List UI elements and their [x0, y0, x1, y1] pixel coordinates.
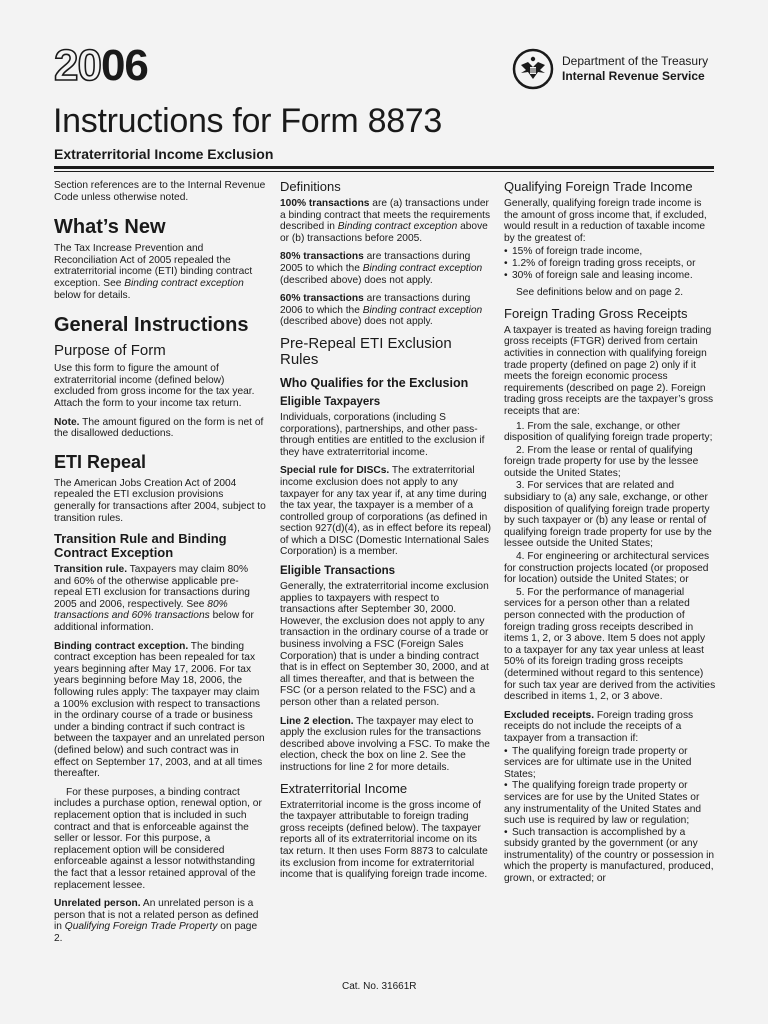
agency-department: Department of the Treasury	[562, 54, 709, 68]
eligible-transactions-text: Generally, the extraterritorial income exclusion applies to taxpayers with respect to transactions after September 30, 2000. However, the exclusion does not apply to any transaction in the ordinary course of a trade or business involving a FSC (Foreign Sales Corporation) that is under a binding contract that is in effect on September 30, 2000, and at all times thereafter, and that is between the FSC (or a person related to the FSC) and a person other than a related person.	[280, 581, 489, 708]
purpose-heading: Purpose of Form	[54, 342, 166, 360]
intro-text: Section references are to the Internal Revenue Code unless otherwise noted.	[54, 180, 266, 203]
excluded-list	[504, 746, 716, 885]
eligible-taxpayers-heading: Eligible Taxpayers	[280, 395, 381, 408]
eligible-taxpayers-text: Individuals, corporations (including S corporations), partnerships, and other pass-through entities are entitled to the exclusion if they have extraterritorial income.	[280, 411, 485, 458]
definitions-heading: Definitions	[280, 179, 341, 194]
qfti-heading: Qualifying Foreign Trade Income	[504, 179, 693, 194]
list-item: • The qualifying foreign trade property or services are for ultimate use in the United States;	[504, 745, 692, 780]
transition-rule-text: Transition rule. Taxpayers may claim 80% and 60% of the otherwise applicable pre-repeal ETI exclusion for transactions during 2005 and 2006, respectively. See 80% transactions and 60% transactions below for additional information.	[54, 564, 254, 634]
excluded-receipts-text: Excluded receipts. Foreign trading gross receipts do not include the receipts of a taxpayer from a transaction if:	[504, 709, 694, 744]
ftgr-heading: Foreign Trading Gross Receipts	[504, 305, 688, 321]
eti-repeal-heading: ETI Repeal	[54, 451, 147, 472]
qfti-see-text: See definitions below and on page 2.	[516, 287, 684, 299]
unrelated-person-text: Unrelated person. An unrelated person is a person that is not a related person as defined in Qualifying Foreign Trade Property on page 2.	[54, 898, 259, 944]
page-title: Instructions for Form 8873	[53, 102, 443, 140]
ftgr-item-4: 4. For engineering or architectural services for construction projects located (or proposed for location) outside the United States; or	[504, 551, 710, 586]
ftgr-item-3: 3. For services that are related and subsidiary to (a) any sale, exchange, or other disposition of qualifying foreign trade property by such taxpayer or (b) any lease or rental of qualifying foreign trade property for use by the lessee outside the United States;	[504, 480, 712, 550]
transition-heading: Transition Rule and Binding Contract Exception	[54, 531, 227, 561]
list-item: • 15% of foreign trade income,	[504, 246, 643, 258]
catalog-number: Cat. No. 31661R	[342, 981, 417, 992]
header-rule-thick	[54, 166, 714, 169]
page-subtitle: Extraterritorial Income Exclusion	[54, 146, 274, 162]
def-100-text: 100% transactions are (a) transactions under a binding contract that meets the requirements described in Binding contract exception above or (b) transactions before 2005.	[280, 198, 491, 244]
disc-rule-text: Special rule for DISCs. The extraterritorial income exclusion does not apply to any taxpayer for any tax year if, at any time during the tax year, the taxpayer is a member of a controlled group of corporations (as defined in section 927(d)(4), as in effect before its repeal) of which a DISC (Domestic International Sales Corporation) is a member.	[280, 465, 492, 558]
purposes-text: For these purposes, a binding contract includes a purchase option, renewal option, or replacement option that is included in such contract and that is enforceable against the seller or lessor. For this purpose, a replacement option will be considered enforceable against a lessor notwithstanding the fact that a lessor retained approval of the replacement lessee.	[54, 786, 262, 891]
ftgr-item-2: 2. From the lease or rental of qualifying foreign trade property for use by the lessee outside the United States;	[504, 444, 699, 479]
column-1	[54, 180, 266, 952]
agency-irs: Internal Revenue Service	[562, 69, 705, 83]
list-item: • 1.2% of foreign trading gross receipts, or	[504, 257, 696, 269]
pre-repeal-heading: Pre-Repeal ETI Exclusion Rules	[280, 334, 452, 368]
whats-new-heading: What’s New	[54, 216, 166, 239]
eligible-transactions-heading: Eligible Transactions	[280, 565, 396, 578]
ftgr-text: A taxpayer is treated as having foreign trading gross receipts (FTGR) derived from certain activities in connection with qualifying foreign trade property (defined on page 2) only if it meets the foreign economic process requirements (described on page 2). Foreign trading gross receipts are the taxpayer’s gross receipts that are:	[504, 324, 714, 417]
column-3	[504, 180, 716, 891]
whats-new-text: The Tax Increase Prevention and Reconciliation Act of 2005 repealed the extraterritorial income (ETI) binding contract exception. See Binding contract exception below for details.	[54, 243, 253, 301]
qfti-list	[504, 246, 716, 281]
extraterritorial-income-text: Extraterritorial income is the gross income of the taxpayer attributable to foreign trading gross receipts (defined below). The taxpayer reports all of its extraterritorial income on its tax return. It then uses Form 8873 to calculate its exclusion from income for extraterritorial income that is qualifying foreign trade income.	[280, 799, 488, 881]
column-2	[280, 180, 492, 888]
binding-contract-text: Binding contract exception. The binding contract exception has been repealed for tax years beginning after May 17, 2006. For tax years beginning before May 18, 2006, the following rules apply: The taxpayer may claim a 100% exclusion with respect to transactions in the ordinary course of a trade or business under a binding contract if such contract is between the taxpayer and an unrelated person (defined below) and such contract was in effect on September 17, 2003, and at all times thereafter.	[54, 640, 265, 780]
def-80-text: 80% transactions are transactions during 2005 to which the Binding contract exception (described above) does not apply.	[280, 251, 483, 286]
def-60-text: 60% transactions are transactions during 2006 to which the Binding contract exception (described above) does not apply.	[280, 293, 483, 328]
qfti-text: Generally, qualifying foreign trade income is the amount of gross income that, if excluded, would result in a reduction of taxable income by the greatest of:	[504, 198, 707, 244]
agency-block	[512, 48, 708, 90]
form-year: 2006	[54, 41, 148, 90]
ftgr-item-5: 5. For the performance of managerial services for a person other than a related person connected with the production of foreign trading gross receipts described in items 1, 2, or 3 above. Item 5 does not apply to a taxpayer for any tax year unless at least 50% of its foreign trading gross receipts (determined without regard to this sentence) for such tax year are derived from the activities described in items 1, 2, or 3 above.	[504, 586, 716, 703]
extraterritorial-income-heading: Extraterritorial Income	[280, 780, 408, 796]
note-text: Note. The amount figured on the form is net of the disallowed deductions.	[54, 416, 264, 440]
ftgr-item-1: 1. From the sale, exchange, or other disposition of qualifying foreign trade property;	[504, 420, 713, 444]
general-instructions-heading: General Instructions	[54, 314, 249, 337]
list-item: • Such transaction is accomplished by a subsidy granted by the government (or any instrumentality) of the country or possession in which the property is manufactured, produced, grown, or extracted; or	[504, 826, 715, 885]
header-rule-thin	[54, 171, 714, 172]
irs-eagle-seal-icon	[512, 48, 554, 90]
line2-election-text: Line 2 election. The taxpayer may elect to apply the exclusion rules for the transactions described above involving a FSC. To make the election, check the box on line 2. See the instructions for line 2 for more details.	[280, 715, 490, 773]
purpose-text: Use this form to figure the amount of extraterritorial income (defined below) excluded from gross income for the tax year. Attach the form to your income tax return.	[54, 363, 255, 409]
who-qualifies-heading: Who Qualifies for the Exclusion	[280, 375, 469, 390]
list-item: • 30% of foreign sale and leasing income.	[504, 269, 693, 281]
eti-repeal-text: The American Jobs Creation Act of 2004 repealed the ETI exclusion provisions generally for transactions after 2004, subject to transition rules.	[54, 477, 266, 524]
list-item: • The qualifying foreign trade property or services are for use by the United States or any instrumentality of the United States and such use is required by law or regulation;	[504, 780, 702, 827]
